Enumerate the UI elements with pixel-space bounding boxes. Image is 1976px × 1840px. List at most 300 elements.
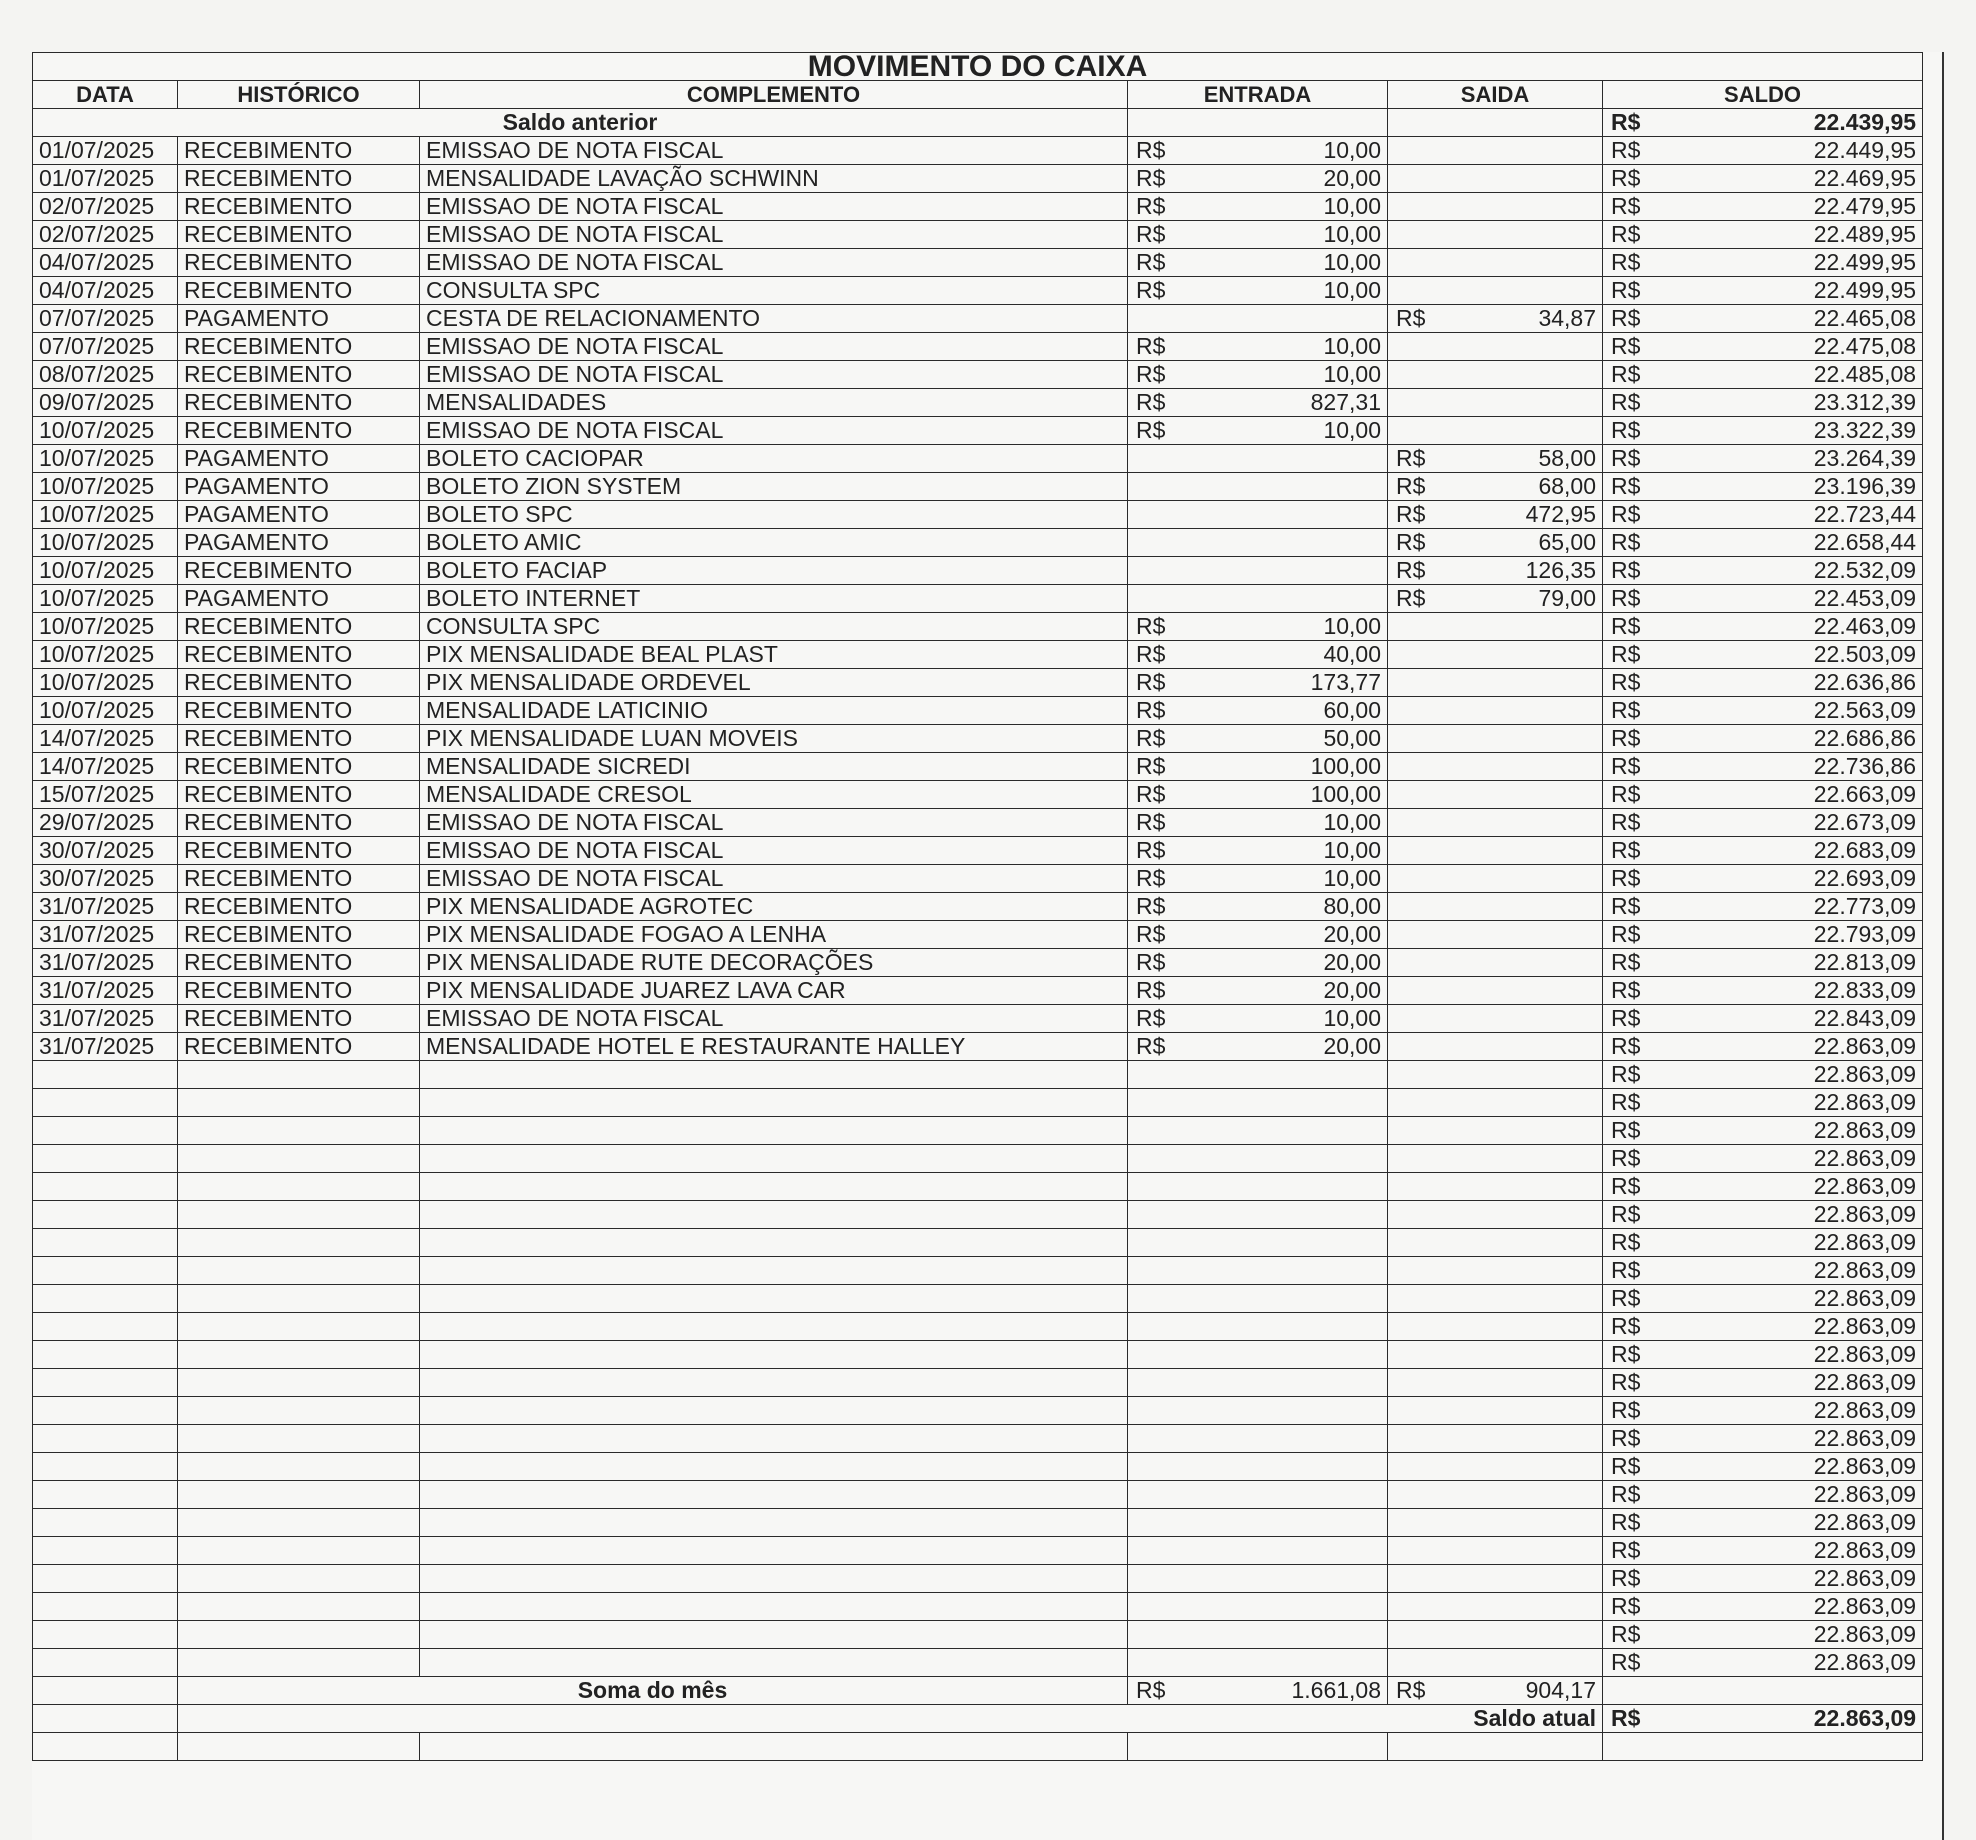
ledger-body xyxy=(33,53,1923,1761)
saldo-cell-value: 22.663,09 xyxy=(1813,781,1917,807)
table-row xyxy=(33,277,1923,305)
saldo-cell-value: 22.485,08 xyxy=(1813,361,1917,387)
saldo-anterior-value: 22.439,95 xyxy=(1813,109,1917,135)
empty-cell xyxy=(1388,1257,1603,1285)
table-row xyxy=(33,921,1923,949)
currency-symbol: R$ xyxy=(1136,165,1166,191)
header-row xyxy=(33,81,1923,109)
saida-cell xyxy=(1388,361,1603,389)
entrada-cell-value: 10,00 xyxy=(1323,837,1381,863)
empty-cell xyxy=(33,1229,178,1257)
empty-cell xyxy=(1128,1453,1388,1481)
saldo-cell xyxy=(1603,949,1923,977)
empty-cell xyxy=(1388,1481,1603,1509)
empty-cell xyxy=(1388,1649,1603,1677)
currency-symbol: R$ xyxy=(1136,725,1166,751)
currency-symbol: R$ xyxy=(1611,305,1641,331)
complemento-cell: MENSALIDADE LATICINIO xyxy=(420,697,1128,725)
empty-cell xyxy=(33,1537,178,1565)
currency-symbol: R$ xyxy=(1611,417,1641,443)
historico-cell: RECEBIMENTO xyxy=(178,389,420,417)
saldo-cell-value: 22.863,09 xyxy=(1813,1089,1917,1115)
empty-cell xyxy=(33,1173,178,1201)
saida-cell xyxy=(1388,1033,1603,1061)
empty-cell xyxy=(1388,1453,1603,1481)
saldo-cell-value: 22.863,09 xyxy=(1813,1425,1917,1451)
empty-cell xyxy=(420,1397,1128,1425)
saldo-cell-value: 22.449,95 xyxy=(1813,137,1917,163)
complemento-cell: BOLETO CACIOPAR xyxy=(420,445,1128,473)
saldo-cell-value: 22.863,09 xyxy=(1813,1481,1917,1507)
saldo-cell-value: 22.503,09 xyxy=(1813,641,1917,667)
empty-cell xyxy=(1388,1313,1603,1341)
complemento-cell: PIX MENSALIDADE JUAREZ LAVA CAR xyxy=(420,977,1128,1005)
currency-symbol: R$ xyxy=(1611,1397,1641,1423)
date-cell: 10/07/2025 xyxy=(33,445,178,473)
empty-table-row xyxy=(33,1341,1923,1369)
currency-symbol: R$ xyxy=(1611,753,1641,779)
historico-cell: PAGAMENTO xyxy=(178,529,420,557)
currency-symbol: R$ xyxy=(1611,1005,1641,1031)
table-row xyxy=(33,501,1923,529)
historico-cell: RECEBIMENTO xyxy=(178,193,420,221)
date-cell: 30/07/2025 xyxy=(33,837,178,865)
table-row xyxy=(33,529,1923,557)
empty-cell xyxy=(420,1509,1128,1537)
entrada-cell-value: 827,31 xyxy=(1310,389,1381,415)
empty-cell xyxy=(1128,1593,1388,1621)
empty-cell xyxy=(420,1201,1128,1229)
entrada-cell xyxy=(1128,165,1388,193)
empty-cell xyxy=(33,1593,178,1621)
currency-symbol: R$ xyxy=(1136,613,1166,639)
complemento-cell: MENSALIDADE HOTEL E RESTAURANTE HALLEY xyxy=(420,1033,1128,1061)
empty-table-row xyxy=(33,1453,1923,1481)
date-cell: 09/07/2025 xyxy=(33,389,178,417)
currency-symbol: R$ xyxy=(1611,1425,1641,1451)
empty-cell xyxy=(178,1509,420,1537)
saldo-atual-empty-cell xyxy=(33,1705,178,1733)
saldo-atual-cell xyxy=(1603,1705,1923,1733)
empty-table-row xyxy=(33,1397,1923,1425)
entrada-cell xyxy=(1128,1033,1388,1061)
empty-table-row xyxy=(33,1117,1923,1145)
currency-symbol: R$ xyxy=(1136,977,1166,1003)
empty-cell xyxy=(1388,1089,1603,1117)
saldo-cell-value: 22.863,09 xyxy=(1813,1313,1917,1339)
currency-symbol: R$ xyxy=(1136,221,1166,247)
complemento-cell: MENSALIDADE LAVAÇÃO SCHWINN xyxy=(420,165,1128,193)
saida-cell xyxy=(1388,529,1603,557)
saldo-cell-value: 23.264,39 xyxy=(1813,445,1917,471)
empty-cell xyxy=(1128,1537,1388,1565)
empty-cell xyxy=(178,1313,420,1341)
currency-symbol: R$ xyxy=(1611,1481,1641,1507)
saldo-cell xyxy=(1603,921,1923,949)
empty-cell xyxy=(178,1201,420,1229)
saldo-cell-value: 22.863,09 xyxy=(1813,1621,1917,1647)
currency-symbol: R$ xyxy=(1611,1453,1641,1479)
empty-table-row xyxy=(33,1565,1923,1593)
date-cell: 01/07/2025 xyxy=(33,165,178,193)
saida-cell xyxy=(1388,977,1603,1005)
soma-entrada-value: 1.661,08 xyxy=(1291,1677,1381,1703)
table-row xyxy=(33,305,1923,333)
saida-cell-value: 472,95 xyxy=(1525,501,1596,527)
empty-cell xyxy=(420,1089,1128,1117)
saldo-cell xyxy=(1603,1257,1923,1285)
saldo-cell-value: 22.863,09 xyxy=(1813,1649,1917,1675)
currency-symbol: R$ xyxy=(1611,1033,1641,1059)
currency-symbol: R$ xyxy=(1136,641,1166,667)
historico-cell: RECEBIMENTO xyxy=(178,1005,420,1033)
complemento-cell: EMISSAO DE NOTA FISCAL xyxy=(420,193,1128,221)
saldo-cell-value: 22.686,86 xyxy=(1813,725,1917,751)
date-cell: 01/07/2025 xyxy=(33,137,178,165)
empty-cell xyxy=(1388,1425,1603,1453)
entrada-cell xyxy=(1128,249,1388,277)
historico-cell: RECEBIMENTO xyxy=(178,1033,420,1061)
table-row xyxy=(33,165,1923,193)
date-cell: 10/07/2025 xyxy=(33,697,178,725)
saldo-cell-value: 22.693,09 xyxy=(1813,865,1917,891)
historico-cell: RECEBIMENTO xyxy=(178,837,420,865)
empty-cell xyxy=(33,1621,178,1649)
entrada-cell xyxy=(1128,557,1388,585)
currency-symbol: R$ xyxy=(1611,529,1641,555)
table-row xyxy=(33,585,1923,613)
saldo-cell xyxy=(1603,1453,1923,1481)
currency-symbol: R$ xyxy=(1136,949,1166,975)
historico-cell: PAGAMENTO xyxy=(178,445,420,473)
complemento-cell: PIX MENSALIDADE LUAN MOVEIS xyxy=(420,725,1128,753)
entrada-cell xyxy=(1128,781,1388,809)
empty-cell xyxy=(1128,1341,1388,1369)
currency-symbol: R$ xyxy=(1396,1677,1426,1703)
date-cell: 10/07/2025 xyxy=(33,557,178,585)
empty-table-row xyxy=(33,1285,1923,1313)
historico-cell: RECEBIMENTO xyxy=(178,221,420,249)
saldo-anterior-cell xyxy=(1603,109,1923,137)
date-cell: 31/07/2025 xyxy=(33,1005,178,1033)
empty-cell xyxy=(420,1369,1128,1397)
date-cell: 31/07/2025 xyxy=(33,1033,178,1061)
saida-cell-value: 68,00 xyxy=(1538,473,1596,499)
saldo-cell-value: 22.863,09 xyxy=(1813,1369,1917,1395)
empty-cell xyxy=(420,1425,1128,1453)
empty-cell xyxy=(1388,1229,1603,1257)
currency-symbol: R$ xyxy=(1136,921,1166,947)
empty-cell xyxy=(33,1397,178,1425)
empty-table-row xyxy=(33,1369,1923,1397)
currency-symbol: R$ xyxy=(1136,1005,1166,1031)
date-cell: 29/07/2025 xyxy=(33,809,178,837)
empty-cell xyxy=(1388,1565,1603,1593)
soma-empty-cell xyxy=(33,1677,178,1705)
empty-cell xyxy=(33,1061,178,1089)
saldo-cell-value: 22.863,09 xyxy=(1813,1229,1917,1255)
date-cell: 02/07/2025 xyxy=(33,193,178,221)
historico-cell: RECEBIMENTO xyxy=(178,697,420,725)
empty-cell xyxy=(420,1145,1128,1173)
soma-do-mes-row xyxy=(33,1677,1923,1705)
table-row xyxy=(33,725,1923,753)
table-row xyxy=(33,641,1923,669)
empty-cell xyxy=(1128,1061,1388,1089)
saldo-cell-value: 22.863,09 xyxy=(1813,1537,1917,1563)
complemento-cell: EMISSAO DE NOTA FISCAL xyxy=(420,137,1128,165)
currency-symbol: R$ xyxy=(1611,893,1641,919)
saldo-cell xyxy=(1603,1061,1923,1089)
currency-symbol: R$ xyxy=(1136,361,1166,387)
empty-cell xyxy=(33,1313,178,1341)
saida-cell xyxy=(1388,753,1603,781)
saldo-cell-value: 22.636,86 xyxy=(1813,669,1917,695)
saida-cell xyxy=(1388,697,1603,725)
currency-symbol: R$ xyxy=(1611,333,1641,359)
saida-cell xyxy=(1388,445,1603,473)
currency-symbol: R$ xyxy=(1611,1565,1641,1591)
entrada-cell-value: 10,00 xyxy=(1323,613,1381,639)
saldo-cell-value: 22.463,09 xyxy=(1813,613,1917,639)
saldo-cell xyxy=(1603,1005,1923,1033)
table-row xyxy=(33,893,1923,921)
saldo-cell-value: 22.863,09 xyxy=(1813,1061,1917,1087)
saldo-cell xyxy=(1603,333,1923,361)
empty-cell xyxy=(1128,1201,1388,1229)
empty-cell xyxy=(1128,1565,1388,1593)
empty-cell xyxy=(1388,1733,1603,1761)
empty-table-row xyxy=(33,1621,1923,1649)
complemento-cell: MENSALIDADES xyxy=(420,389,1128,417)
complemento-cell: BOLETO INTERNET xyxy=(420,585,1128,613)
entrada-cell xyxy=(1128,1005,1388,1033)
historico-cell: RECEBIMENTO xyxy=(178,893,420,921)
currency-symbol: R$ xyxy=(1611,1089,1641,1115)
date-cell: 31/07/2025 xyxy=(33,893,178,921)
saldo-cell-value: 22.658,44 xyxy=(1813,529,1917,555)
empty-cell xyxy=(1603,1733,1923,1761)
saldo-cell xyxy=(1603,137,1923,165)
saida-cell xyxy=(1388,193,1603,221)
saldo-cell-value: 22.673,09 xyxy=(1813,809,1917,835)
saldo-cell-value: 22.863,09 xyxy=(1813,1257,1917,1283)
empty-cell xyxy=(178,1061,420,1089)
entrada-cell xyxy=(1128,809,1388,837)
empty-cell xyxy=(33,1481,178,1509)
empty-cell xyxy=(1128,1733,1388,1761)
historico-cell: RECEBIMENTO xyxy=(178,165,420,193)
historico-cell: RECEBIMENTO xyxy=(178,949,420,977)
saldo-cell xyxy=(1603,585,1923,613)
currency-symbol: R$ xyxy=(1611,725,1641,751)
saldo-cell xyxy=(1603,641,1923,669)
header-historico: HISTÓRICO xyxy=(178,81,420,109)
currency-symbol: R$ xyxy=(1136,249,1166,275)
saldo-cell-value: 23.312,39 xyxy=(1813,389,1917,415)
soma-saida-value: 904,17 xyxy=(1525,1677,1596,1703)
complemento-cell: EMISSAO DE NOTA FISCAL xyxy=(420,809,1128,837)
currency-symbol: R$ xyxy=(1611,557,1641,583)
currency-symbol: R$ xyxy=(1396,557,1426,583)
currency-symbol: R$ xyxy=(1611,949,1641,975)
saida-cell xyxy=(1388,417,1603,445)
saldo-cell xyxy=(1603,1173,1923,1201)
date-cell: 10/07/2025 xyxy=(33,585,178,613)
empty-cell xyxy=(1128,1509,1388,1537)
empty-cell xyxy=(1128,1621,1388,1649)
saldo-cell-value: 22.813,09 xyxy=(1813,949,1917,975)
currency-symbol: R$ xyxy=(1136,753,1166,779)
entrada-cell-value: 10,00 xyxy=(1323,221,1381,247)
currency-symbol: R$ xyxy=(1611,1145,1641,1171)
saldo-cell xyxy=(1603,669,1923,697)
currency-symbol: R$ xyxy=(1136,669,1166,695)
date-cell: 10/07/2025 xyxy=(33,417,178,445)
empty-cell xyxy=(178,1257,420,1285)
saldo-cell xyxy=(1603,837,1923,865)
complemento-cell: CONSULTA SPC xyxy=(420,277,1128,305)
saldo-cell-value: 22.489,95 xyxy=(1813,221,1917,247)
empty-cell xyxy=(1128,1145,1388,1173)
historico-cell: RECEBIMENTO xyxy=(178,557,420,585)
entrada-cell xyxy=(1128,893,1388,921)
empty-cell xyxy=(178,1285,420,1313)
empty-cell xyxy=(33,1285,178,1313)
saldo-cell-value: 22.683,09 xyxy=(1813,837,1917,863)
entrada-cell xyxy=(1128,221,1388,249)
table-row xyxy=(33,781,1923,809)
saida-cell xyxy=(1388,221,1603,249)
currency-symbol: R$ xyxy=(1396,473,1426,499)
saldo-cell-value: 22.469,95 xyxy=(1813,165,1917,191)
saldo-cell xyxy=(1603,389,1923,417)
empty-cell xyxy=(33,1425,178,1453)
page-title: MOVIMENTO DO CAIXA xyxy=(33,53,1923,81)
entrada-cell-value: 100,00 xyxy=(1310,753,1381,779)
table-row xyxy=(33,697,1923,725)
date-cell: 07/07/2025 xyxy=(33,305,178,333)
table-row xyxy=(33,361,1923,389)
soma-saida-cell xyxy=(1388,1677,1603,1705)
entrada-cell xyxy=(1128,753,1388,781)
currency-symbol: R$ xyxy=(1611,809,1641,835)
saida-cell xyxy=(1388,585,1603,613)
empty-table-row xyxy=(33,1425,1923,1453)
complemento-cell: EMISSAO DE NOTA FISCAL xyxy=(420,1005,1128,1033)
saldo-anterior-label: Saldo anterior xyxy=(33,109,1128,137)
saldo-cell xyxy=(1603,1649,1923,1677)
empty-table-row xyxy=(33,1257,1923,1285)
table-row xyxy=(33,445,1923,473)
historico-cell: PAGAMENTO xyxy=(178,305,420,333)
date-cell: 10/07/2025 xyxy=(33,669,178,697)
entrada-cell-value: 10,00 xyxy=(1323,277,1381,303)
saldo-cell-value: 22.863,09 xyxy=(1813,1397,1917,1423)
entrada-cell-value: 40,00 xyxy=(1323,641,1381,667)
saldo-cell-value: 22.723,44 xyxy=(1813,501,1917,527)
complemento-cell: EMISSAO DE NOTA FISCAL xyxy=(420,837,1128,865)
header-data: DATA xyxy=(33,81,178,109)
complemento-cell: PIX MENSALIDADE FOGAO A LENHA xyxy=(420,921,1128,949)
currency-symbol: R$ xyxy=(1611,473,1641,499)
header-complemento: COMPLEMENTO xyxy=(420,81,1128,109)
complemento-cell: EMISSAO DE NOTA FISCAL xyxy=(420,361,1128,389)
saldo-cell xyxy=(1603,865,1923,893)
empty-cell xyxy=(178,1425,420,1453)
complemento-cell: BOLETO SPC xyxy=(420,501,1128,529)
empty-cell xyxy=(1128,1369,1388,1397)
title-row xyxy=(33,53,1923,81)
complemento-cell: EMISSAO DE NOTA FISCAL xyxy=(420,417,1128,445)
empty-cell xyxy=(420,1061,1128,1089)
empty-table-row xyxy=(33,1313,1923,1341)
currency-symbol: R$ xyxy=(1611,249,1641,275)
empty-cell xyxy=(420,1313,1128,1341)
currency-symbol: R$ xyxy=(1611,361,1641,387)
saida-cell xyxy=(1388,277,1603,305)
complemento-cell: PIX MENSALIDADE RUTE DECORAÇÕES xyxy=(420,949,1128,977)
empty-table-row xyxy=(33,1481,1923,1509)
date-cell: 14/07/2025 xyxy=(33,753,178,781)
table-row xyxy=(33,137,1923,165)
saida-cell xyxy=(1388,893,1603,921)
currency-symbol: R$ xyxy=(1611,1369,1641,1395)
currency-symbol: R$ xyxy=(1136,809,1166,835)
saldo-cell xyxy=(1603,417,1923,445)
saldo-cell xyxy=(1603,893,1923,921)
empty-cell xyxy=(420,1117,1128,1145)
historico-cell: RECEBIMENTO xyxy=(178,277,420,305)
empty-cell xyxy=(178,1229,420,1257)
sheet-right-border xyxy=(1942,52,1944,1840)
empty-cell xyxy=(420,1481,1128,1509)
currency-symbol: R$ xyxy=(1611,277,1641,303)
empty-cell xyxy=(33,1369,178,1397)
entrada-cell xyxy=(1128,585,1388,613)
table-row xyxy=(33,193,1923,221)
saldo-cell xyxy=(1603,1397,1923,1425)
saida-cell xyxy=(1388,809,1603,837)
saldo-cell xyxy=(1603,613,1923,641)
empty-cell xyxy=(420,1593,1128,1621)
currency-symbol: R$ xyxy=(1136,137,1166,163)
empty-table-row xyxy=(33,1649,1923,1677)
currency-symbol: R$ xyxy=(1396,445,1426,471)
saida-cell xyxy=(1388,865,1603,893)
empty-cell xyxy=(178,1481,420,1509)
saldo-cell-value: 22.863,09 xyxy=(1813,1341,1917,1367)
empty-cell xyxy=(1388,1285,1603,1313)
entrada-cell xyxy=(1128,921,1388,949)
entrada-cell-value: 10,00 xyxy=(1323,809,1381,835)
currency-symbol: R$ xyxy=(1611,641,1641,667)
empty-table-row xyxy=(33,1229,1923,1257)
complemento-cell: EMISSAO DE NOTA FISCAL xyxy=(420,221,1128,249)
date-cell: 08/07/2025 xyxy=(33,361,178,389)
currency-symbol: R$ xyxy=(1611,977,1641,1003)
complemento-cell: PIX MENSALIDADE ORDEVEL xyxy=(420,669,1128,697)
currency-symbol: R$ xyxy=(1611,1061,1641,1087)
empty-cell xyxy=(1388,1145,1603,1173)
saldo-cell-value: 22.863,09 xyxy=(1813,1285,1917,1311)
saida-cell xyxy=(1388,389,1603,417)
saldo-cell xyxy=(1603,781,1923,809)
ledger-sheet xyxy=(32,52,1944,1840)
saida-cell xyxy=(1388,333,1603,361)
table-row xyxy=(33,669,1923,697)
currency-symbol: R$ xyxy=(1611,781,1641,807)
